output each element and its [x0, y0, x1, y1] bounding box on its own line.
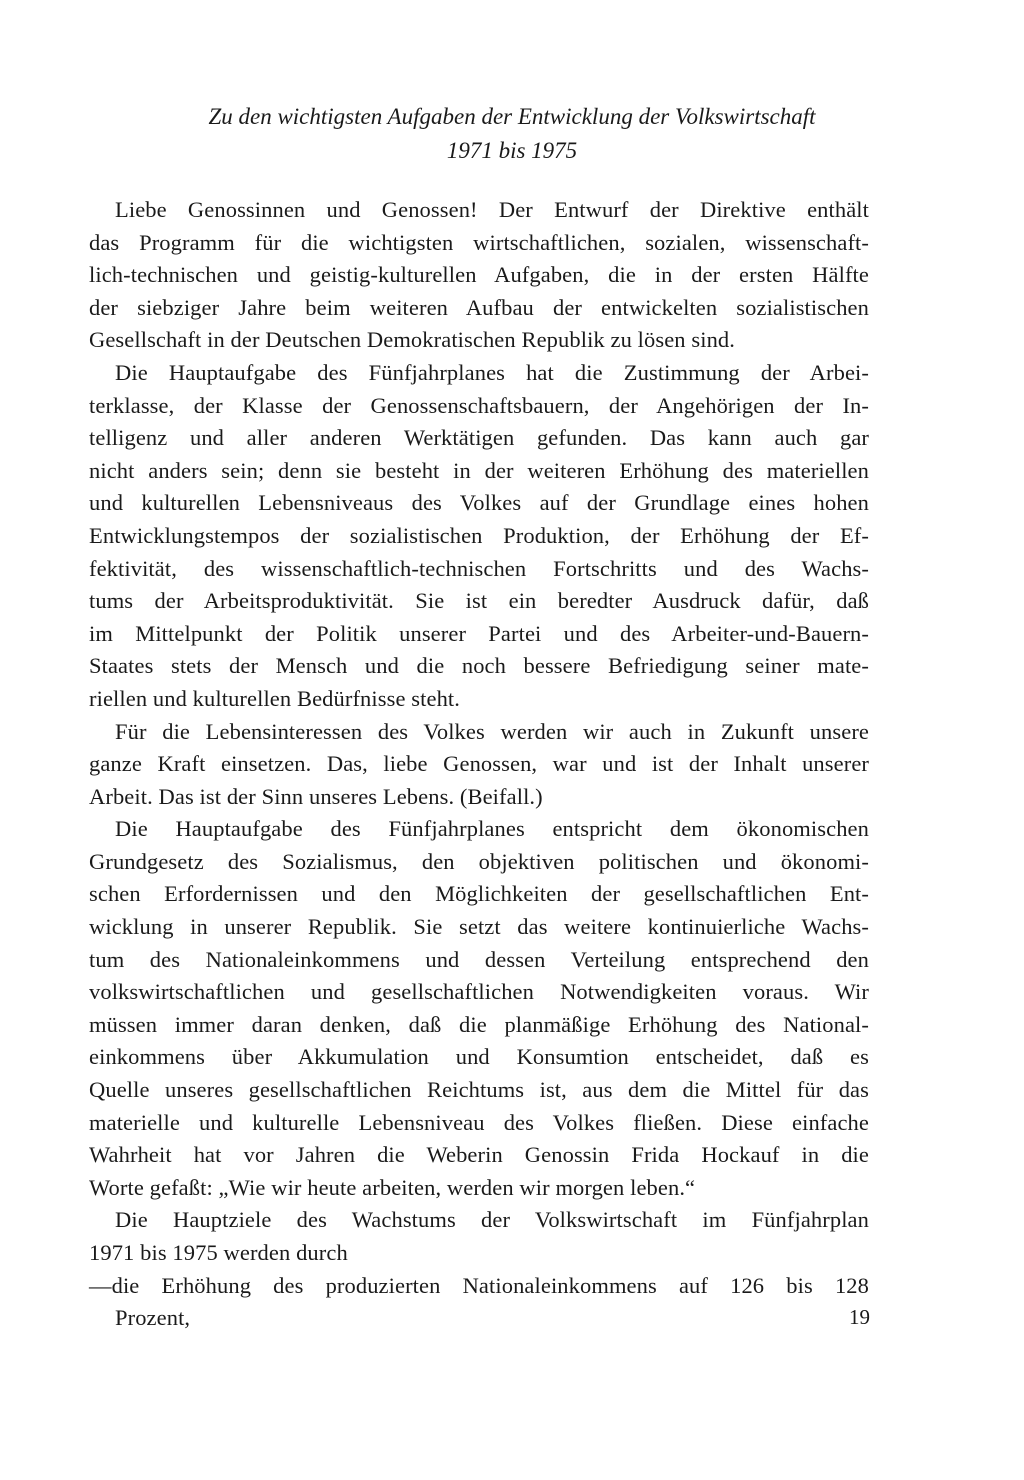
text-line: Die Hauptziele des Wachstums der Volkswirtschaft im Fünfjahrplan	[115, 1207, 869, 1233]
text-line: materielle und kulturelle Lebensniveau des Volkes fließen. Diese einfache	[89, 1109, 869, 1135]
text-line: einkommens über Akkumulation und Konsumtion entscheidet, daß es	[89, 1044, 869, 1070]
text-line: riellen und kulturellen Bedürfnisse steht.	[89, 685, 460, 711]
text-line: müssen immer daran denken, daß die planmäßige Erhöhung des National-	[89, 1011, 869, 1037]
text-line: Liebe Genossinnen und Genossen! Der Entwurf der Direktive enthält	[115, 197, 869, 222]
body-text	[89, 194, 869, 1335]
page-number: 19	[849, 1305, 870, 1329]
text-line: im Mittelpunkt der Politik unserer Partei und des Arbeiter-und-Bauern-	[89, 620, 869, 646]
text-line: Prozent,	[115, 1305, 191, 1331]
text-line: —die Erhöhung des produzierten Nationaleinkommens auf 126 bis 128	[89, 1272, 869, 1298]
text-line: Die Hauptaufgabe des Fünfjahrplanes entspricht dem ökonomischen	[115, 816, 869, 842]
text-line: nicht anders sein; denn sie besteht in der weiteren Erhöhung des materiellen	[89, 457, 869, 483]
text-line: Arbeit. Das ist der Sinn unseres Lebens. (Beifall.)	[89, 783, 543, 809]
text-line: volkswirtschaftlichen und gesellschaftlichen Notwendigkeiten voraus. Wir	[89, 979, 869, 1005]
text-line: Staates stets der Mensch und die noch bessere Befriedigung seiner mate-	[89, 653, 869, 679]
text-line: und kulturellen Lebensniveaus des Volkes auf der Grundlage eines hohen	[89, 490, 869, 516]
text-line: Quelle unseres gesellschaftlichen Reichtums ist, aus dem die Mittel für das	[89, 1077, 869, 1103]
text-line: Gesellschaft in der Deutschen Demokratischen Republik zu lösen sind.	[89, 327, 736, 353]
section-heading-line-1: Zu den wichtigsten Aufgaben der Entwicklung der Volkswirtschaft	[208, 104, 816, 129]
text-line: Für die Lebensinteressen des Volkes werden wir auch in Zukunft unsere	[115, 718, 869, 744]
text-line: terklasse, der Klasse der Genossenschaftsbauern, der Angehörigen der In-	[89, 392, 869, 418]
section-heading-line-2: 1971 bis 1975	[446, 138, 578, 163]
text-line: Wahrheit hat vor Jahren die Weberin Genossin Frida Hockauf in die	[89, 1142, 869, 1168]
text-line: der siebziger Jahre beim weiteren Aufbau der entwickelten sozialistischen	[89, 294, 869, 320]
text-line: wicklung in unserer Republik. Sie setzt das weitere kontinuierliche Wachs-	[89, 914, 869, 940]
text-line: schen Erfordernissen und den Möglichkeiten der gesellschaftlichen Ent-	[89, 881, 869, 907]
text-line: tums der Arbeitsproduktivität. Sie ist ein beredter Ausdruck dafür, daß	[89, 588, 869, 614]
text-line: lich-technischen und geistig-kulturellen Aufgaben, die in der ersten Hälfte	[89, 262, 869, 288]
text-line: 1971 bis 1975 werden durch	[89, 1240, 348, 1265]
text-line: Grundgesetz des Sozialismus, den objektiven politischen und ökonomi-	[89, 848, 869, 874]
text-line: Entwicklungstempos der sozialistischen Produktion, der Erhöhung der Ef-	[89, 522, 869, 548]
text-line: ganze Kraft einsetzen. Das, liebe Genossen, war und ist der Inhalt unserer	[89, 751, 869, 777]
text-line: fektivität, des wissenschaftlich-technischen Fortschritts und des Wachs-	[89, 555, 869, 581]
text-line: Die Hauptaufgabe des Fünfjahrplanes hat die Zustimmung der Arbei-	[115, 359, 869, 385]
text-line: Worte gefaßt: „Wie wir heute arbeiten, werden wir morgen leben.“	[89, 1174, 696, 1200]
text-line: telligenz und aller anderen Werktätigen gefunden. Das kann auch gar	[89, 425, 869, 451]
text-line: tum des Nationaleinkommens und dessen Verteilung entsprechend den	[89, 946, 869, 972]
text-line: das Programm für die wichtigsten wirtschaftlichen, sozialen, wissenschaft-	[89, 229, 869, 255]
